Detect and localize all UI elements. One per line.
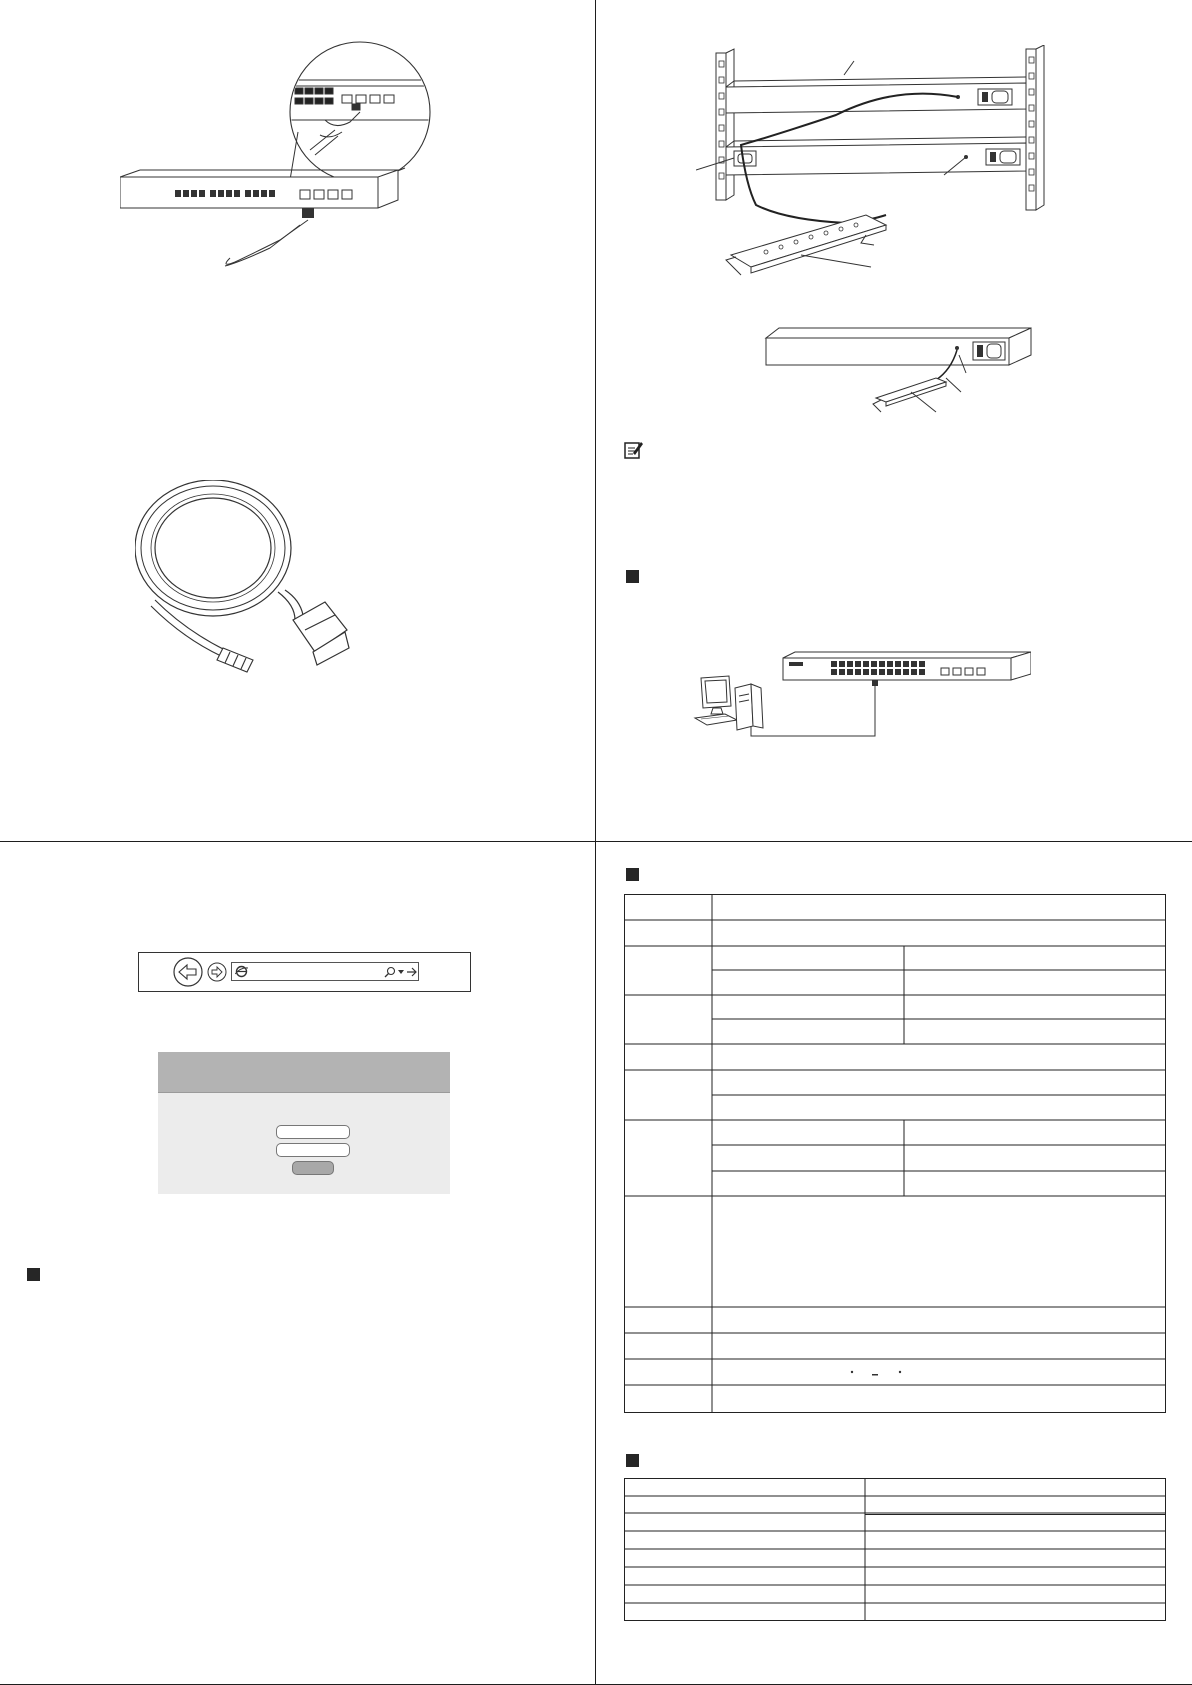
section-marker xyxy=(27,1268,40,1281)
login-window xyxy=(158,1052,450,1194)
dropdown-arrow-icon xyxy=(398,969,404,975)
console-cable-illustration xyxy=(135,480,365,690)
go-arrow-icon xyxy=(406,966,417,978)
section-marker xyxy=(626,570,639,583)
search-icon xyxy=(384,966,396,978)
back-arrow-icon xyxy=(173,957,203,987)
page-bottom-right xyxy=(596,842,1192,1685)
password-field xyxy=(276,1143,350,1157)
forward-arrow-icon xyxy=(207,962,227,982)
spec-table xyxy=(624,894,1166,1414)
rack-grounding-illustration xyxy=(696,45,1056,290)
section-marker xyxy=(626,868,639,881)
page-bottom-left xyxy=(0,842,596,1685)
desktop-grounding-illustration xyxy=(761,320,1046,428)
browser-logo-icon xyxy=(235,965,248,978)
pc-connection-illustration xyxy=(691,648,1031,740)
second-table xyxy=(624,1478,1166,1622)
note-pencil-icon xyxy=(624,440,644,460)
login-window-header xyxy=(158,1052,450,1093)
login-button xyxy=(292,1161,334,1175)
address-input xyxy=(231,962,419,981)
section-marker xyxy=(626,1454,639,1467)
sfp-install-illustration xyxy=(120,40,460,295)
page-top-right xyxy=(596,0,1192,842)
username-field xyxy=(276,1125,350,1139)
browser-address-bar xyxy=(138,952,471,992)
page-top-left xyxy=(0,0,596,842)
